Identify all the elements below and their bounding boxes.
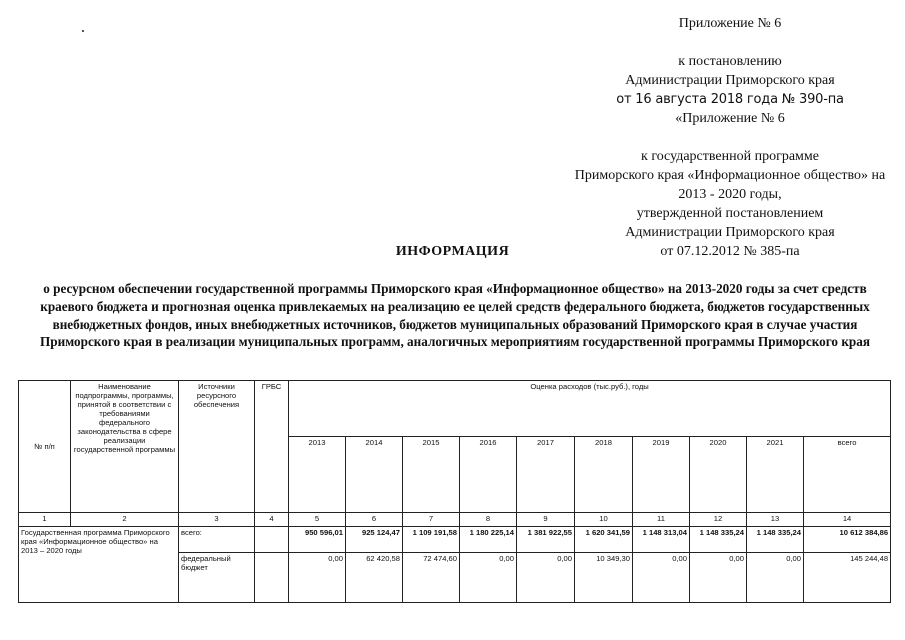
source-cell: федеральный бюджет	[179, 553, 255, 603]
appendix-line: Приложение № 6	[678, 16, 782, 31]
header-grbs: ГРБС	[255, 381, 289, 513]
value-cell: 0,00	[633, 553, 690, 603]
value-cell: 10 349,30	[575, 553, 633, 603]
col-number: 14	[804, 513, 891, 527]
value-cell: 1 381 922,55	[517, 527, 575, 553]
header-row-top	[19, 381, 891, 437]
value-cell: 1 148 313,04	[633, 527, 690, 553]
col-number: 3	[179, 513, 255, 527]
col-number: 12	[690, 513, 747, 527]
appendix-header	[560, 14, 900, 261]
col-number: 13	[747, 513, 804, 527]
header-estimate: Оценка расходов (тыс.руб.), годы	[289, 381, 891, 437]
header-name: Наименование подпрограммы, программы, принятой в соответствии с требованиями федерального законодательства в сфере реализации государственной программы	[71, 381, 179, 513]
value-cell: 1 148 335,24	[747, 527, 804, 553]
header-year: 2014	[346, 437, 403, 513]
col-number: 7	[403, 513, 460, 527]
appendix-line: к государственной программе	[641, 149, 819, 164]
appendix-line: к постановлению	[678, 54, 782, 69]
col-number: 11	[633, 513, 690, 527]
document-title: ИНФОРМАЦИЯ	[395, 244, 510, 259]
value-cell: 10 612 384,86	[804, 527, 891, 553]
value-cell: 0,00	[690, 553, 747, 603]
col-number: 1	[19, 513, 71, 527]
header-year: 2013	[289, 437, 346, 513]
appendix-date-line: от 16 августа 2018 года № 390-па	[616, 92, 844, 107]
value-cell: 1 620 341,59	[575, 527, 633, 553]
header-year: 2020	[690, 437, 747, 513]
grbs-cell	[255, 527, 289, 553]
value-cell: 0,00	[460, 553, 517, 603]
scan-speck	[82, 30, 84, 32]
header-year: 2015	[403, 437, 460, 513]
value-cell: 950 596,01	[289, 527, 346, 553]
col-number: 2	[71, 513, 179, 527]
column-number-row	[19, 513, 891, 527]
header-total: всего	[804, 437, 891, 513]
appendix-line: от 07.12.2012 № 385-па	[660, 244, 800, 259]
col-number: 4	[255, 513, 289, 527]
header-year: 2016	[460, 437, 517, 513]
appendix-line: 2013 - 2020 годы,	[678, 187, 782, 202]
col-number: 8	[460, 513, 517, 527]
header-year: 2017	[517, 437, 575, 513]
col-number: 9	[517, 513, 575, 527]
appendix-spacer	[560, 128, 900, 147]
header-sources: Источники ресурсного обеспечения	[179, 381, 255, 513]
header-year: 2021	[747, 437, 804, 513]
grbs-cell	[255, 553, 289, 603]
value-cell: 925 124,47	[346, 527, 403, 553]
col-number: 10	[575, 513, 633, 527]
col-number: 6	[346, 513, 403, 527]
value-cell: 0,00	[289, 553, 346, 603]
header-year: 2019	[633, 437, 690, 513]
appendix-line: Администрации Приморского края	[625, 225, 835, 240]
appendix-spacer	[560, 33, 900, 52]
table-row-total	[19, 527, 891, 553]
appendix-line: Приморского края «Информационное общество» на	[574, 168, 886, 183]
value-cell: 1 109 191,58	[403, 527, 460, 553]
source-cell: всего:	[179, 527, 255, 553]
appendix-line: утвержденной постановлением	[636, 206, 824, 221]
program-name: Государственная программа Приморского края «Информационное общество» на 2013 – 2020 годы	[19, 527, 179, 603]
appendix-line: «Приложение № 6	[675, 111, 785, 126]
header-num: № п/п	[19, 381, 71, 513]
header-year: 2018	[575, 437, 633, 513]
value-cell: 145 244,48	[804, 553, 891, 603]
document-subtitle: о ресурсном обеспечении государственной программы Приморского края «Информационное общество» на 2013-2020 годы за счет средств краевого бюджета и прогнозная оценка привлекаемых на реализацию ее целей средств федерального бюджета, бюджетов государственных внебюджетных фондов, иных внебюджетных источников, бюджетов муниципальных образований Приморского края в случае участия Приморского края в реализации муниципальных программ, аналогичных мероприятиям государственной программы Приморского края	[40, 281, 870, 350]
value-cell: 62 420,58	[346, 553, 403, 603]
value-cell: 0,00	[517, 553, 575, 603]
col-number: 5	[289, 513, 346, 527]
value-cell: 72 474,60	[403, 553, 460, 603]
value-cell: 1 148 335,24	[690, 527, 747, 553]
value-cell: 0,00	[747, 553, 804, 603]
resource-table	[18, 380, 891, 603]
appendix-line: Администрации Приморского края	[625, 73, 835, 88]
value-cell: 1 180 225,14	[460, 527, 517, 553]
